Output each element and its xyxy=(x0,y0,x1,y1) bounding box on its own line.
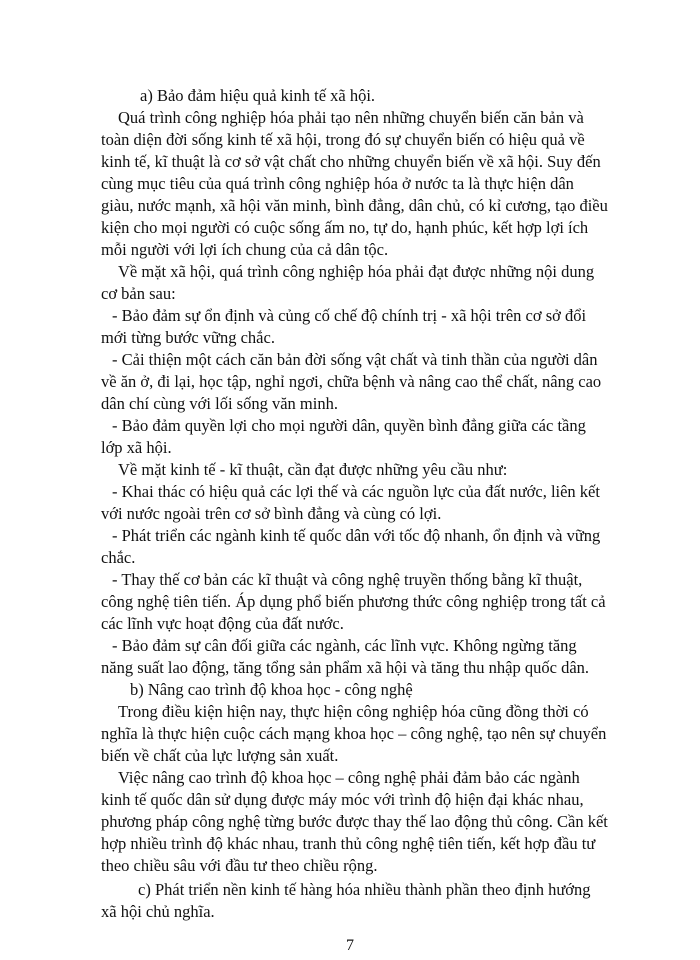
section-a-heading: a) Bảo đảm hiệu quả kinh tế xã hội. xyxy=(140,86,376,105)
paragraph-line: hợp nhiều trình độ khác nhau, tranh thủ công nghệ tiên tiến, kết hợp đầu tư xyxy=(101,834,596,853)
bullet-line: công nghệ tiên tiến. Áp dụng phổ biến phương thức công nghiệp trong tất cả xyxy=(101,592,606,611)
bullet-line: - Cải thiện một cách căn bản đời sống vật chất và tinh thần của người dân xyxy=(112,350,598,369)
bullet-line: mới từng bước vững chắc. xyxy=(101,328,275,347)
page-number: 7 xyxy=(346,937,354,954)
paragraph-line: mỗi người với lợi ích chung của cả dân tộc. xyxy=(101,240,389,259)
paragraph-line: nghĩa là thực hiện cuộc cách mạng khoa học – công nghệ, tạo nên sự chuyển xyxy=(101,724,607,743)
paragraph-line: Về mặt kinh tế - kĩ thuật, cần đạt được những yêu cầu như: xyxy=(118,460,508,479)
paragraph-line: cơ bản sau: xyxy=(101,284,176,303)
bullet-line: - Khai thác có hiệu quả các lợi thế và các nguồn lực của đất nước, liên kết xyxy=(112,482,600,501)
paragraph-line: kiện cho mọi người có cuộc sống ấm no, tự do, hạnh phúc, kết hợp lợi ích xyxy=(101,218,589,237)
paragraph-line: Quá trình công nghiệp hóa phải tạo nên những chuyển biến căn bản và xyxy=(118,108,584,127)
paragraph-line: Trong điều kiện hiện nay, thực hiện công nghiệp hóa cũng đồng thời có xyxy=(118,702,589,721)
bullet-line: năng suất lao động, tăng tổng sản phẩm xã hội và tăng thu nhập quốc dân. xyxy=(101,658,590,677)
paragraph-line: Việc nâng cao trình độ khoa học – công nghệ phải đảm bảo các ngành xyxy=(118,768,580,787)
paragraph-line: biến về chất của lực lượng sản xuất. xyxy=(101,746,339,765)
bullet-line: lớp xã hội. xyxy=(101,438,172,457)
bullet-line: - Bảo đảm sự ổn định và củng cố chế độ chính trị - xã hội trên cơ sở đổi xyxy=(112,306,587,325)
bullet-line: - Phát triển các ngành kinh tế quốc dân với tốc độ nhanh, ổn định và vững xyxy=(112,526,601,545)
paragraph-line: toàn diện đời sống kinh tế xã hội, trong đó sự chuyển biến có hiệu quả về xyxy=(101,130,585,149)
paragraph-line: kinh tế quốc dân sử dụng được máy móc với trình độ hiện đại khác nhau, xyxy=(101,790,584,809)
bullet-line: - Thay thế cơ bản các kĩ thuật và công nghệ truyền thống bằng kĩ thuật, xyxy=(112,570,583,589)
bullet-line: dân chí cùng với lối sống văn minh. xyxy=(101,394,338,413)
section-c-heading: c) Phát triển nền kinh tế hàng hóa nhiều thành phần theo định hướng xyxy=(138,880,591,899)
paragraph-line: cùng mục tiêu của quá trình công nghiệp hóa ở nước ta là thực hiện dân xyxy=(101,174,574,193)
section-c-heading-cont: xã hội chủ nghĩa. xyxy=(101,902,215,921)
bullet-line: các lĩnh vực hoạt động của đất nước. xyxy=(101,614,344,633)
bullet-line: với nước ngoài trên cơ sở bình đẳng và cùng có lợi. xyxy=(101,504,442,523)
bullet-line: chắc. xyxy=(101,548,136,567)
paragraph-line: giàu, nước mạnh, xã hội văn minh, bình đẳng, dân chủ, có kỉ cương, tạo điều xyxy=(101,196,608,215)
bullet-line: - Bảo đảm sự cân đối giữa các ngành, các lĩnh vực. Không ngừng tăng xyxy=(112,636,577,655)
paragraph-line: Về mặt xã hội, quá trình công nghiệp hóa phải đạt được những nội dung xyxy=(118,262,595,281)
bullet-line: - Bảo đảm quyền lợi cho mọi người dân, quyền bình đẳng giữa các tầng xyxy=(112,416,586,435)
section-b-heading: b) Nâng cao trình độ khoa học - công nghệ xyxy=(130,680,413,699)
paragraph-line: phương pháp công nghệ từng bước được thay thế lao động thủ công. Cần kết xyxy=(101,812,608,831)
paragraph-line: kinh tế, kĩ thuật là cơ sở vật chất cho những chuyển biến về xã hội. Suy đến xyxy=(101,152,601,171)
paragraph-line: theo chiều sâu với đầu tư theo chiều rộng. xyxy=(101,856,378,875)
bullet-line: về ăn ở, đi lại, học tập, nghỉ ngơi, chữa bệnh và nâng cao thể chất, nâng cao xyxy=(101,372,602,391)
